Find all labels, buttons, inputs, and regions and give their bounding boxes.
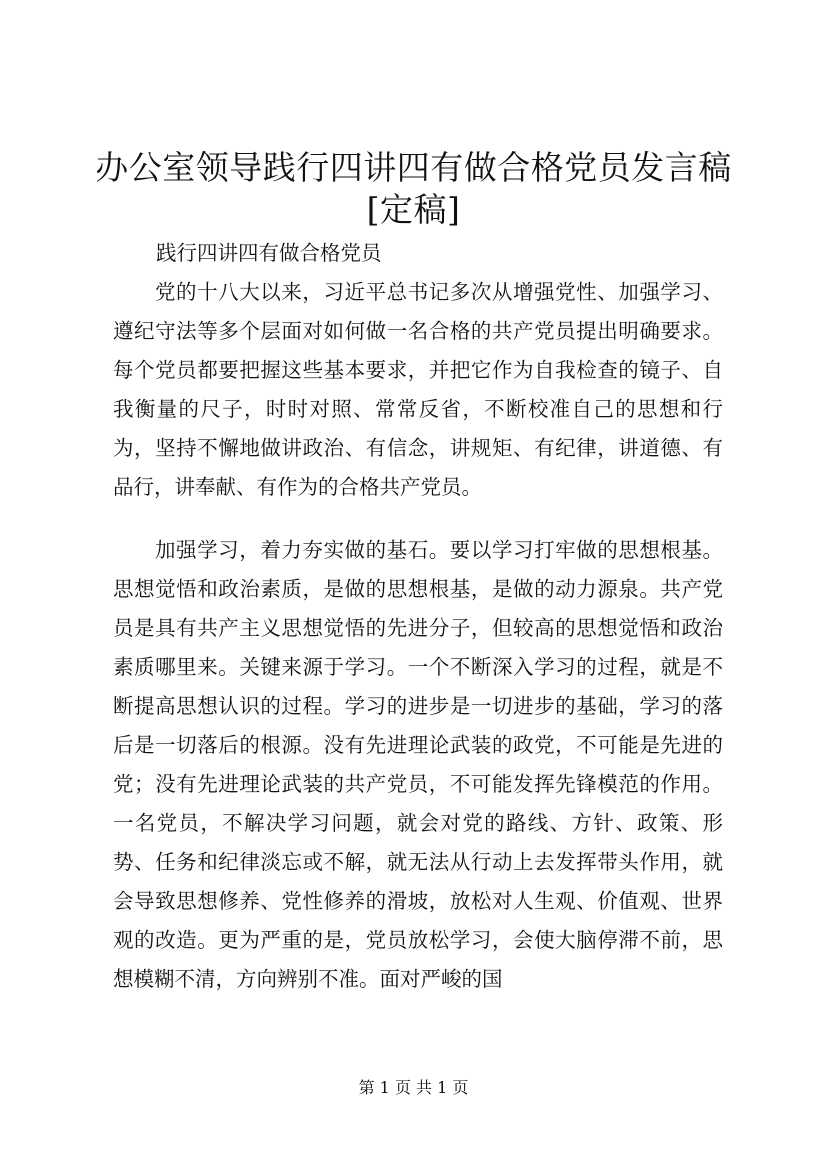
body-paragraph: 加强学习，着力夯实做的基石。要以学习打牢做的思想根基。思想觉悟和政治素质，是做的思想根基，是做的动力源泉。共产党员是具有共产主义思想觉悟的先进分子，但较高的思想觉悟和政治素质哪里来。关键来源于学习。一个不断深入学习的过程，就是不断提高思想认识的过程。学习的进步是一切进步的基础，学习的落后是一切落后的根源。没有先进理论武装的政党，不可能是先进的党；没有先进理论武装的共产党员，不可能发挥先锋模范的作用。一名党员，不解决学习问题，就会对党的路线、方针、政策、形势、任务和纪律淡忘或不解，就无法从行动上去发挥带头作用，就会导致思想修养、党性修养的滑坡，放松对人生观、价值观、世界观的改造。更为严重的是，党员放松学习，会使大脑停滞不前，思想模糊不清，方向辨别不准。面对严峻的国 (113, 538, 723, 991)
subheading: 践行四讲四有做合格党员 (156, 241, 382, 265)
document-title-suffix: [定稿] (366, 190, 461, 229)
body-paragraph: 党的十八大以来，习近平总书记多次从增强党性、加强学习、遵纪守法等多个层面对如何做一名合格的共产党员提出明确要求。每个党员都要把握这些基本要求，并把它作为自我检查的镜子、自我衡量的尺子，时时对照、常常反省，不断校准自己的思想和行为，坚持不懈地做讲政治、有信念，讲规矩、有纪律，讲道德、有品行，讲奉献、有作为的合格共产党员。 (113, 280, 723, 499)
page-footer: 第 1 页 共 1 页 (358, 1078, 469, 1097)
document-title: 办公室领导践行四讲四有做合格党员发言稿 (95, 148, 732, 187)
